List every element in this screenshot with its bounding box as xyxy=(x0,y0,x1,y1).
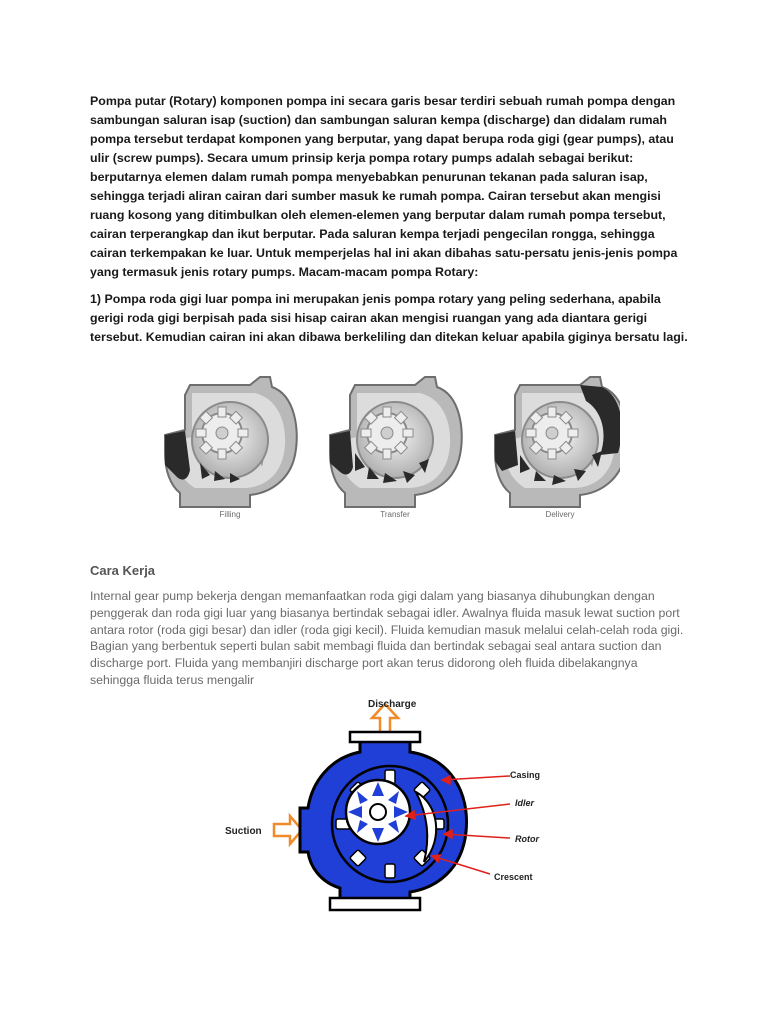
intro-paragraph: Pompa putar (Rotary) komponen pompa ini secara garis besar terdiri sebuah rumah pompa dengan sambungan saluran isap (suction) dan sambungan saluran kempa (discharge) dan didalam rumah pompa tersebut terdapat komponen yang berputar, yang dapat berupa roda gigi (gear pumps), atau ulir (screw pumps). Secara umum prinsip kerja pompa rotary pumps adalah sebagai berikut: berputarnya elemen dalam rumah pompa menyebabkan penurunan tekanan pada saluran isap, sehingga terjadi aliran cairan dari sumber masuk ke rumah pompa. Cairan tersebut akan mengisi ruang kosong yang ditimbulkan oleh elemen-elemen yang berputar dalam rumah pompa tersebut, cairan terperangkap dan ikut berputar. Pada saluran kempa terjadi pengecilan rongga, sehingga cairan terkempakan ke luar. Untuk memperjelas hal ini akan dibahas satu-persatu jenis-jenis pompa yang termasuk jenis rotary pumps. Macam-macam pompa Rotary: xyxy=(90,94,678,279)
casing-label: Casing xyxy=(510,770,541,780)
suction-arrow-icon xyxy=(274,816,302,844)
pump-stage-delivery xyxy=(495,377,620,519)
crescent-label: Crescent xyxy=(494,872,533,882)
idler-label: Idler xyxy=(515,798,535,808)
idler-gear xyxy=(346,780,410,844)
internal-gear-pump-diagram xyxy=(210,692,570,922)
section-heading: Cara Kerja xyxy=(90,563,156,578)
stage-label-delivery: Delivery xyxy=(545,510,575,519)
suction-label: Suction xyxy=(225,826,262,837)
stage-label-transfer: Transfer xyxy=(380,510,410,519)
how-it-works-paragraph: Internal gear pump bekerja dengan memanfaatkan roda gigi dalam yang biasanya dihubungkan dengan penggerak dan roda gigi luar yang biasanya bertindak sebagai idler. Awalnya fluida masuk lewat suction port antara rotor (roda gigi besar) dan idler (roda gigi kecil). Fluida kemudian masuk melalui celah-celah roda gigi. Bagian yang berbentuk seperti bulan sabit membagi fluida dan bertindak sebagai seal antara suction dan discharge port. Fluida yang membanjiri discharge port akan terus didorong oleh fluida dibelakangnya sehingga fluida terus mengalir xyxy=(90,589,684,687)
stage-label-filling: Filling xyxy=(219,510,241,519)
external-gear-paragraph: 1) Pompa roda gigi luar pompa ini merupakan jenis pompa rotary yang peling sederhana, apabila gerigi roda gigi berpisah pada sisi hisap cairan akan mengisi ruangan yang ada diantara gerigi tersebut. Kemudian cairan ini akan dibawa berkeliling dan ditekan keluar apabila giginya bersatu lagi. xyxy=(90,292,688,344)
pump-stage-transfer xyxy=(330,377,462,519)
discharge-label: Discharge xyxy=(368,699,417,710)
pump-stage-filling xyxy=(165,377,297,519)
pump-stages-illustration xyxy=(160,375,620,525)
rotor-label: Rotor xyxy=(515,834,539,844)
